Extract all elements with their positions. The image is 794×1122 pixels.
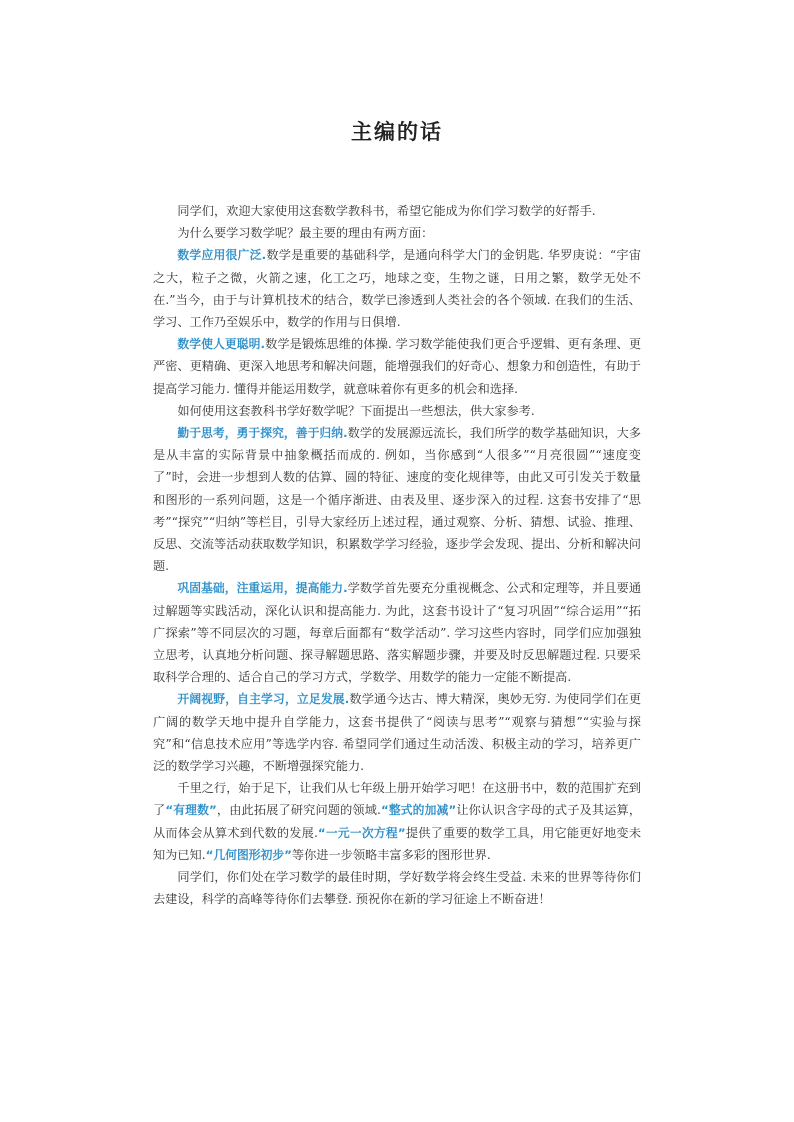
paragraph-text: 学数学首先要充分重视概念、公式和定理等，并且要通过解题等实践活动，深化认识和提高能力. 为此，这套书设计了“复习巩固”“综合运用”“拓广探索”等不同层次的习题，每章后面都有“数学活动”. 学习这些内容时，同学们应加强独立思考，认真地分析问题、探寻解题思路、落实解题步骤，并要及时反思解题过程. 只要采取科学合理的、适合自己的学习方式，学数学、用数学的能力一定能不断提高. <box>153 581 642 685</box>
paragraph-how: 如何使用这套教科书学好数学呢？下面提出一些想法，供大家参考. <box>177 403 535 418</box>
paragraph-contents <box>153 777 641 866</box>
paragraph-consolidate <box>153 577 641 688</box>
highlight-heading: 巩固基础，注重运用，提高能力. <box>177 581 348 596</box>
page-title: 主编的话 <box>351 119 443 144</box>
highlight-heading: 数学使人更聪明. <box>177 337 266 352</box>
paragraph-closing: 同学们，你们处在学习数学的最佳时期，学好数学将会终生受益. 未来的世界等待你们去建设，科学的高峰等待你们去攀登. 预祝你在新的学习征途上不断奋进！ <box>153 870 641 907</box>
paragraph-text: 数学是重要的基础科学，是通向科学大门的金钥匙. 华罗庚说：“宇宙之大，粒子之微，火箭之速，化工之巧，地球之变，生物之谜，日用之繁，数学无处不在.”当今，由于与计算机技术的结合，数学已渗透到人类社会的各个领域. 在我们的生活、学习、工作乃至娱乐中，数学的作用与日俱增. <box>153 248 642 330</box>
paragraph-text: 数学是锻炼思维的体操. 学习数学能使我们更合乎逻辑、更有条理、更严密、更精确、更深入地思考和解决问题，能增强我们的好奇心、想象力和创造性，有助于提高学习能力. 懂得并能运用数学，就意味着你有更多的机会和选择. <box>153 337 642 396</box>
highlight-heading: 勤于思考，勇于探究，善于归纳. <box>177 426 348 441</box>
paragraph-text: ，由此拓展了研究问题的领域. <box>216 803 381 818</box>
keyword-polynomials: “整式的加减” <box>380 803 457 818</box>
keyword-rational-numbers: “有理数” <box>165 803 217 818</box>
paragraph-smart <box>153 333 641 400</box>
keyword-geometry: “几何图形初步” <box>205 847 292 862</box>
paragraph-text: 等你进一步领略丰富多彩的图形世界. <box>291 847 491 862</box>
paragraph-text: 千里之行，始于足下，让我们从七年级上册开始学习吧！在这册书中，数的范围扩充到了 <box>153 781 641 818</box>
paragraph-text: 数学的发展源远流长，我们所学的数学基础知识，大多是从丰富的实际背景中抽象概括而成的. 例如，当你感到“人很多”“月亮很圆”“速度变了”时，会进一步想到人数的估算、圆的特征、速度的变化规律等，由此又可引发关于数量和图形的一系列问题，这是一个循序渐进、由表及里、逐步深入的过程. 这套书安排了“思考”“探究”“归纳”等栏目，引导大家经历上述过程，通过观察、分析、猜想、试验、推理、反思、交流等活动获取数学知识，积累数学学习经验，逐步学会发现、提出、分析和解决问题. <box>153 426 642 574</box>
highlight-heading: 数学应用很广泛. <box>177 248 267 263</box>
paragraph-application <box>153 244 641 333</box>
paragraph-text: 让你认识含字母的式子及其运算，从而体会从算术到代数的发展. <box>153 803 642 840</box>
paragraph-text: 数学通今达古、博大精深，奥妙无穷. 为使同学们在更广阔的数学天地中提升自学能力，这套书提供了“阅读与思考”“观察与猜想”“实验与探究”和“信息技术应用”等选学内容. 希望同学们通过生动活泼、积极主动的学习，培养更广泛的数学学习兴趣，不断增强探究能力. <box>153 692 642 774</box>
keyword-linear-equation: “一元一次方程” <box>317 825 406 840</box>
paragraph-text: 提供了重要的数学工具，用它能更好地变未知为已知. <box>153 825 642 862</box>
paragraph-greeting: 同学们，欢迎大家使用这套数学教科书，希望它能成为你们学习数学的好帮手. <box>177 204 596 218</box>
body-text <box>153 200 641 911</box>
paragraph-why: 为什么要学习数学呢？最主要的理由有两方面： <box>177 226 434 241</box>
highlight-heading: 开阔视野，自主学习，立足发展. <box>177 692 350 707</box>
paragraph-think <box>153 422 641 577</box>
paragraph-broaden <box>153 688 641 777</box>
